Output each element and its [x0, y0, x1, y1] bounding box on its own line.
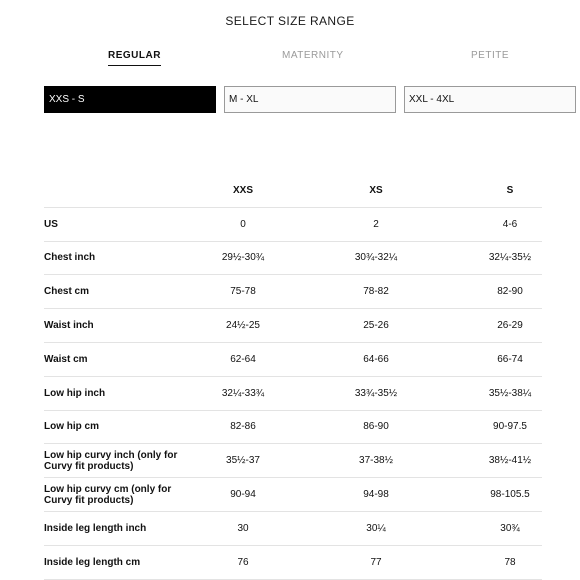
table-row: [44, 242, 542, 276]
size-chart-table: [44, 174, 542, 580]
row-label: Inside leg length cm: [44, 556, 141, 568]
row-label: Low hip curvy cm (only for Curvy fit products): [44, 483, 172, 506]
column-header-s: S: [506, 184, 514, 196]
table-cell: 24½-25: [226, 320, 260, 332]
size-range-title: SELECT SIZE RANGE: [225, 14, 355, 28]
table-row: [44, 546, 542, 580]
row-label: Inside leg length inch: [44, 522, 147, 534]
table-row: [44, 208, 542, 242]
table-cell: 4-6: [502, 218, 518, 230]
table-cell: 26-29: [497, 320, 523, 332]
table-cell: 94-98: [363, 489, 389, 501]
row-label: Waist cm: [44, 353, 88, 365]
row-label: Low hip inch: [44, 387, 106, 399]
table-cell: 30¼: [366, 522, 386, 534]
table-cell: 64-66: [363, 353, 389, 365]
column-header-xxs: XXS: [232, 184, 253, 196]
table-cell: 77: [370, 556, 382, 568]
table-cell: 2: [373, 218, 379, 230]
range-button-m-xl[interactable]: M - XL: [224, 86, 396, 113]
table-row: [44, 309, 542, 343]
table-cell: 76: [237, 556, 249, 568]
table-cell: 33¾-35½: [354, 387, 398, 399]
range-button-xxl-4xl[interactable]: XXL - 4XL: [404, 86, 576, 113]
size-range-selector: [44, 86, 580, 113]
table-row: [44, 411, 542, 445]
tab-petite[interactable]: PETITE: [471, 50, 510, 61]
row-label: Chest inch: [44, 252, 96, 264]
tab-regular[interactable]: REGULAR: [108, 50, 161, 66]
table-cell: 32¼-35½: [488, 252, 532, 264]
table-row: [44, 512, 542, 546]
table-cell: 98-105.5: [490, 489, 530, 501]
range-button-xxs-s[interactable]: XXS - S: [44, 86, 216, 113]
table-row: [44, 478, 542, 512]
table-cell: 30¾: [500, 522, 520, 534]
table-cell: 82-90: [497, 286, 523, 298]
row-label: US: [44, 218, 58, 230]
fit-tabs: [0, 50, 580, 70]
table-cell: 35½-38¼: [488, 387, 532, 399]
row-label: Low hip cm: [44, 421, 99, 433]
table-cell: 90-94: [230, 489, 256, 501]
table-cell: 38½-41½: [488, 455, 532, 467]
table-cell: 35½-37: [226, 455, 260, 467]
table-cell: 25-26: [363, 320, 389, 332]
table-cell: 75-78: [230, 286, 256, 298]
table-cell: 86-90: [363, 421, 389, 433]
table-cell: 37-38½: [359, 455, 393, 467]
table-cell: 0: [240, 218, 246, 230]
row-label: Low hip curvy inch (only for Curvy fit products): [44, 449, 178, 472]
table-cell: 30¾-32¼: [354, 252, 398, 264]
table-cell: 29½-30¾: [221, 252, 265, 264]
table-cell: 78-82: [363, 286, 389, 298]
table-cell: 82-86: [230, 421, 256, 433]
row-label: Chest cm: [44, 286, 90, 298]
table-row: [44, 343, 542, 377]
table-cell: 90-97.5: [493, 421, 527, 433]
table-header-row: [44, 174, 542, 208]
table-cell: 30: [237, 522, 249, 534]
table-cell: 78: [504, 556, 516, 568]
column-header-xs: XS: [369, 184, 383, 196]
table-cell: 62-64: [230, 353, 256, 365]
table-row: [44, 444, 542, 478]
row-label: Waist inch: [44, 320, 94, 332]
table-row: [44, 275, 542, 309]
table-cell: 66-74: [497, 353, 523, 365]
table-row: [44, 377, 542, 411]
table-cell: 32¼-33¾: [221, 387, 265, 399]
tab-maternity[interactable]: MATERNITY: [282, 50, 344, 61]
